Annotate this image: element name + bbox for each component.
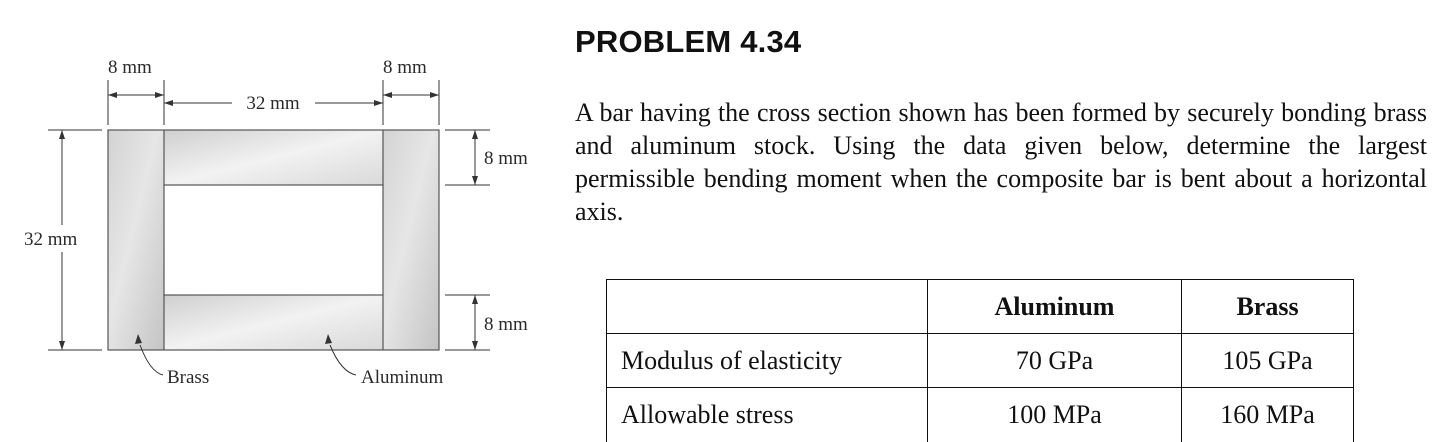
- dim-left-width-label: 8 mm: [108, 57, 152, 78]
- dim-center-width-label: 32 mm: [246, 93, 300, 114]
- brass-left-strip: [108, 130, 164, 350]
- table-row: [607, 388, 1354, 442]
- aluminum-value: 100 MPa: [928, 388, 1182, 442]
- dim-right-width-label: 8 mm: [383, 57, 427, 78]
- problem-title: PROBLEM 4.34: [575, 24, 802, 59]
- table-header-row: [607, 280, 1354, 334]
- dim-bottom-thickness-label: 8 mm: [484, 314, 528, 335]
- aluminum-top-strip: [164, 130, 383, 185]
- material-properties-table: [606, 279, 1354, 442]
- brass-value: 105 GPa: [1182, 334, 1354, 388]
- table-row: [607, 334, 1354, 388]
- table-header-empty: [607, 280, 928, 334]
- table-header-aluminum: Aluminum: [928, 280, 1182, 334]
- cross-section-figure: [0, 0, 560, 441]
- aluminum-value: 70 GPa: [928, 334, 1182, 388]
- dim-top-thickness-label: 8 mm: [484, 148, 528, 169]
- brass-label: Brass: [167, 367, 210, 388]
- property-label: Modulus of elasticity: [607, 334, 928, 388]
- brass-value: 160 MPa: [1182, 388, 1354, 442]
- aluminum-bottom-strip: [164, 295, 383, 350]
- table-header-brass: Brass: [1182, 280, 1354, 334]
- brass-right-strip: [383, 130, 439, 350]
- aluminum-label: Aluminum: [361, 367, 444, 388]
- problem-statement: A bar having the cross section shown has been formed by securely bonding brass and aluminum stock. Using the data given below, determine the largest permissible bending moment when the composite bar is bent about a horizontal axis.: [575, 98, 1427, 226]
- dim-total-height-label: 32 mm: [24, 229, 78, 250]
- property-label: Allowable stress: [607, 388, 928, 442]
